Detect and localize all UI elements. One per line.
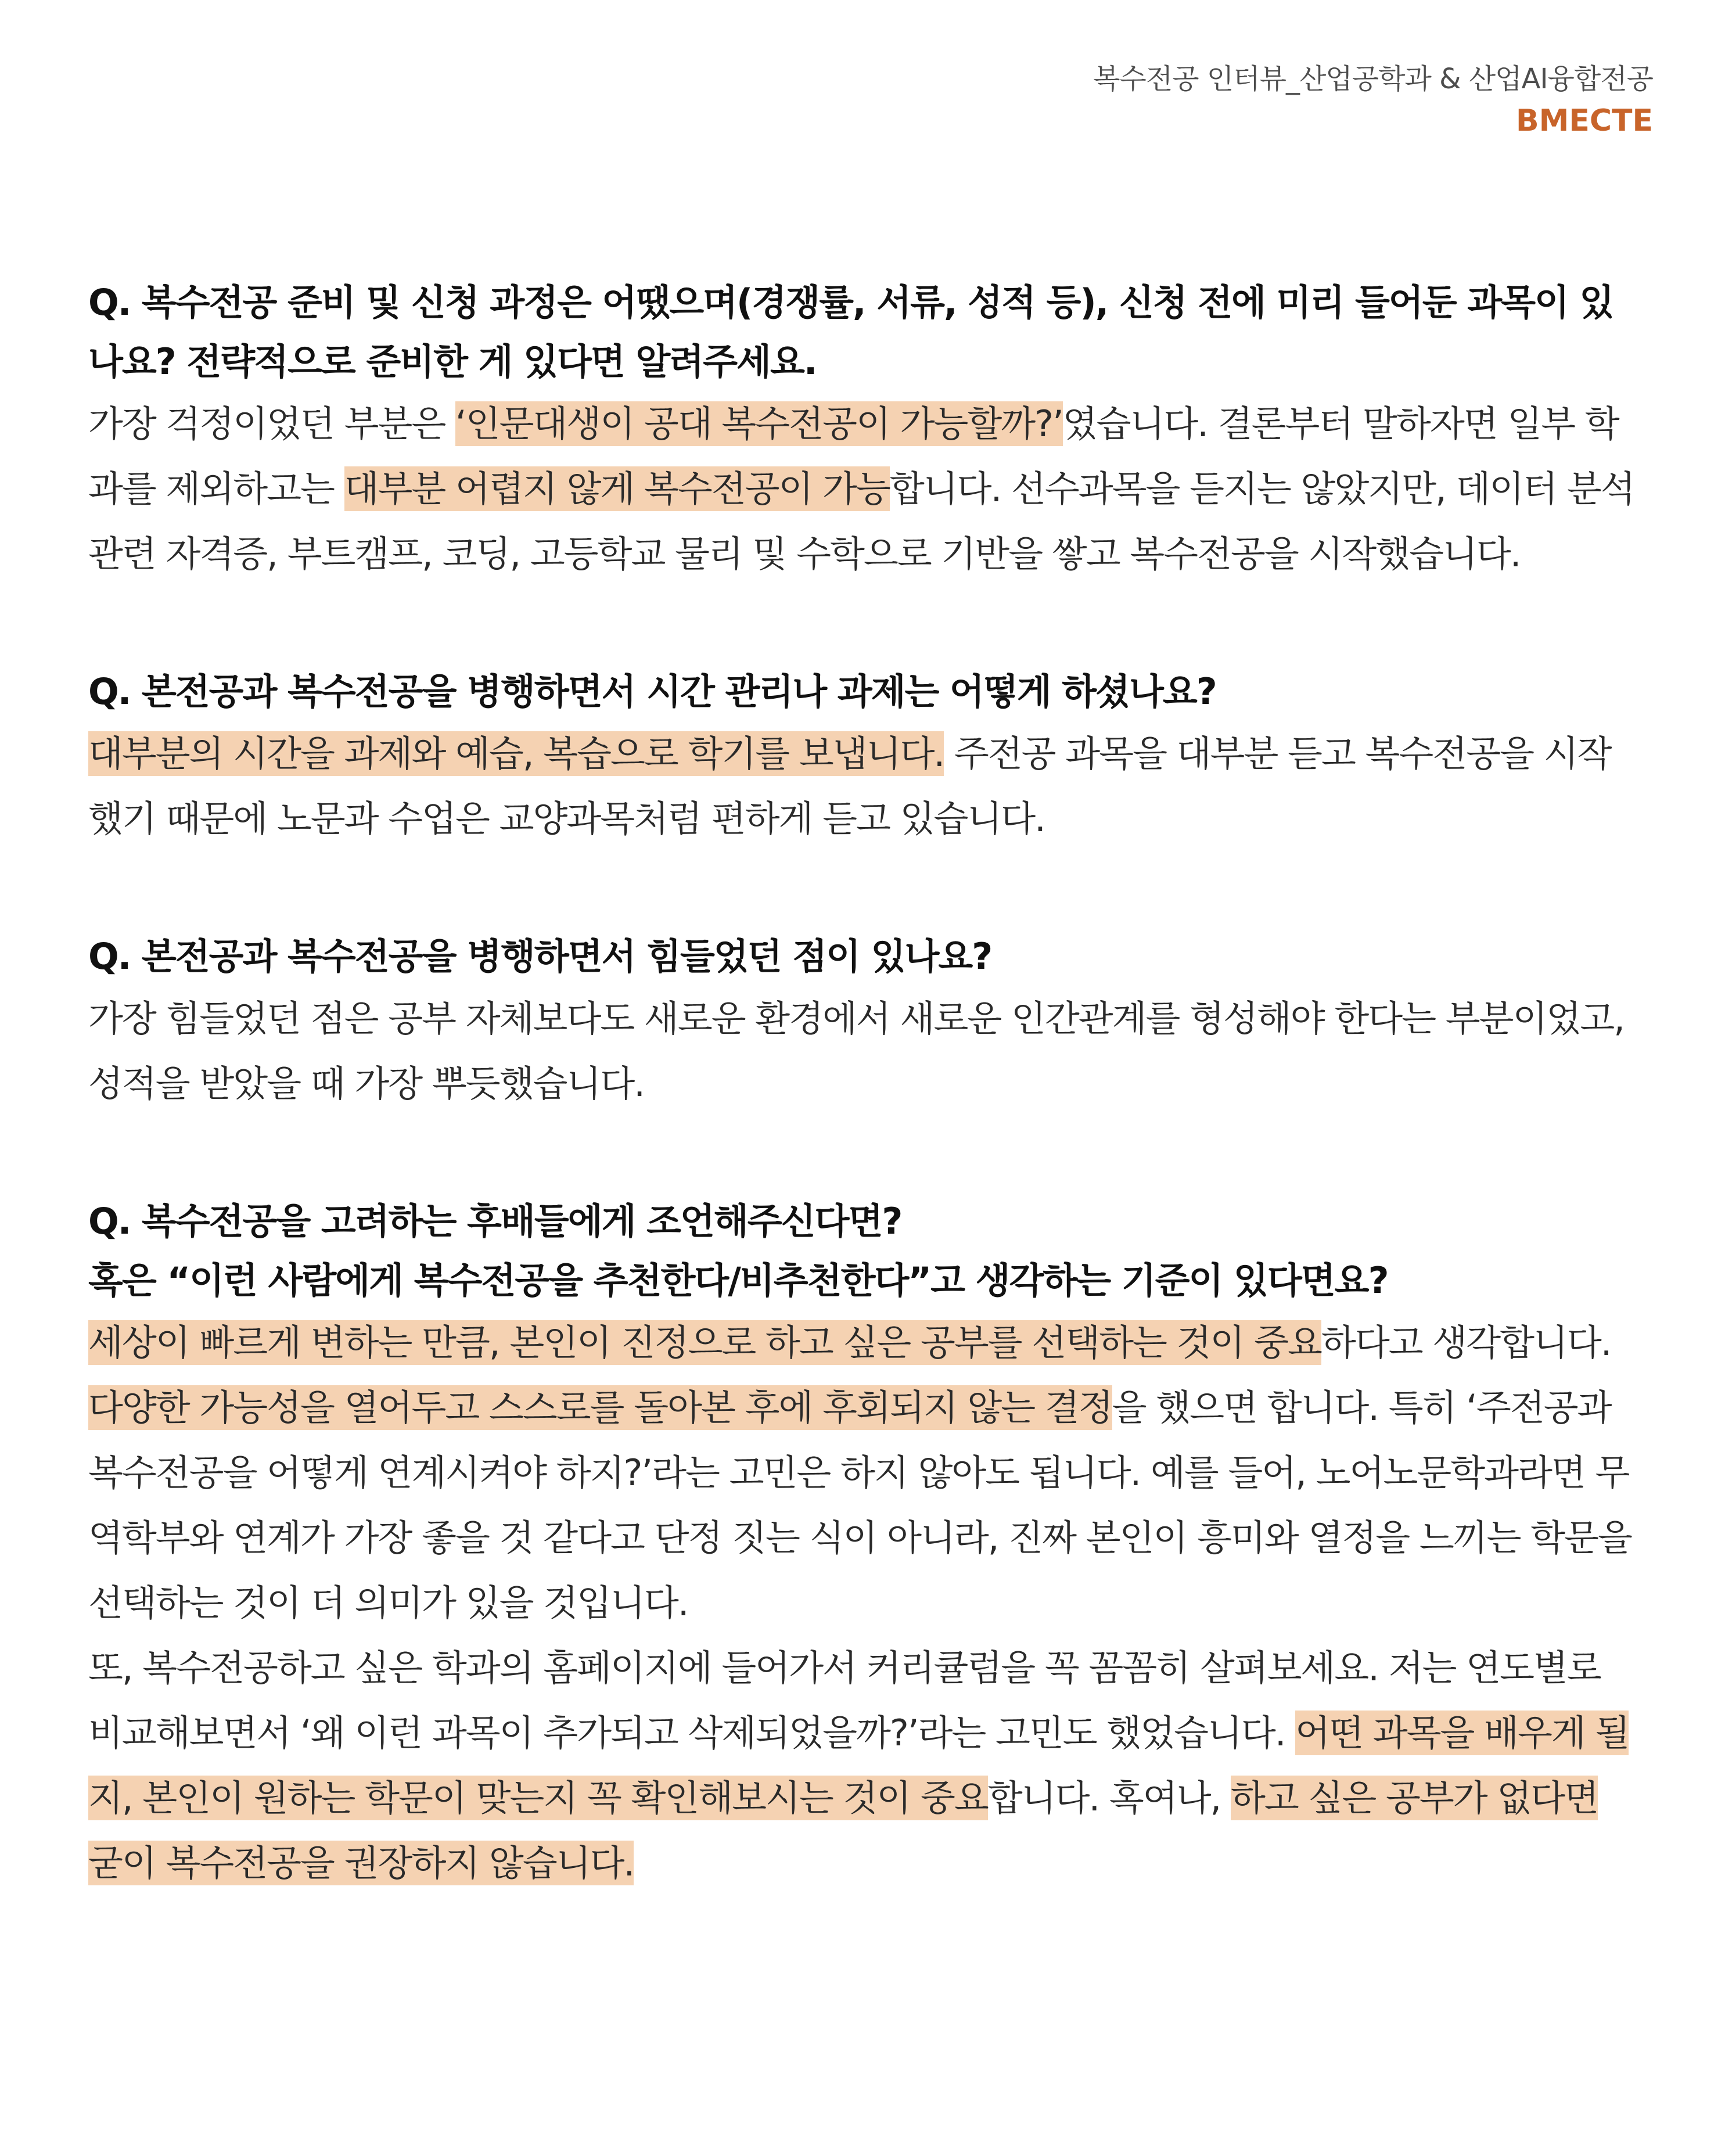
answer-4-highlight-2: 다양한 가능성을 열어두고 스스로를 돌아본 후에 후회되지 않는 결정 xyxy=(88,1386,1112,1429)
answer-4-text-2: 을 했으면 합니다. 특히 ‘주전공과 복수전공을 어떻게 연계시켜야 하지?’라는 고민은 하지 않아도 됩니다. 예를 들어, 노어노문학과라면 무역학부와 연계가 가장 좋을 것 같다고 단정 짓는 식이 아니라, 진짜 본인이 흥미와 열정을 느끼는 학문을 선택하는 것이 더 의미가 있을 것입니다. xyxy=(88,1386,1631,1624)
qa-block-3 xyxy=(88,927,1639,1116)
answer-3 xyxy=(88,986,1639,1116)
answer-4-text-3: 또, 복수전공하고 싶은 학과의 홈페이지에 들어가서 커리큘럼을 꼭 꼼꼼히 살펴보세요. 저는 연도별로 비교해보면서 ‘왜 이런 과목이 추가되고 삭제되었을까?’라는 고민도 했었습니다. xyxy=(88,1647,1601,1754)
qa-block-1 xyxy=(88,273,1639,587)
answer-1-highlight-2: 대부분 어렵지 않게 복수전공이 가능 xyxy=(344,468,890,510)
answer-4-text-4: 합니다. 혹여나, xyxy=(987,1777,1231,1819)
answer-4-highlight-3: 어떤 과목을 배우게 될지, 본인이 원하는 학문이 맞는지 꼭 확인해보시는 것이 중요 xyxy=(88,1712,1629,1819)
question-3: Q. 본전공과 복수전공을 병행하면서 힘들었던 점이 있나요? xyxy=(88,935,992,978)
answer-1-text-3: 합니다. 선수과목을 듣지는 않았지만, 데이터 분석 관련 자격증, 부트캠프, 코딩, 고등학교 물리 및 수학으로 기반을 쌓고 복수전공을 시작했습니다. xyxy=(88,468,1634,575)
header-subtitle: 복수전공 인터뷰_산업공학과 & 산업AI융합전공 xyxy=(1093,63,1653,95)
answer-1-text-2: 였습니다. 결론부터 말하자면 일부 학과를 제외하고는 xyxy=(88,403,1619,510)
answer-1-highlight-1: ‘인문대생이 공대 복수전공이 가능할까?’ xyxy=(455,403,1063,445)
question-4-line-2: 혹은 “이런 사람에게 복수전공을 추천한다/비추천한다”고 생각하는 기준이 있다면요? xyxy=(88,1259,1388,1302)
answer-4-highlight-4: 하고 싶은 공부가 없다면 굳이 복수전공을 권장하지 않습니다. xyxy=(88,1777,1598,1884)
question-2: Q. 본전공과 복수전공을 병행하면서 시간 관리나 과제는 어떻게 하셨나요? xyxy=(88,670,1216,713)
question-4-line-1: Q. 복수전공을 고려하는 후배들에게 조언해주신다면? xyxy=(88,1200,902,1242)
answer-4-text-1: 하다고 생각합니다. xyxy=(1321,1321,1611,1364)
answer-1 xyxy=(88,391,1639,587)
answer-4-highlight-1: 세상이 빠르게 변하는 만큼, 본인이 진정으로 하고 싶은 공부를 선택하는 것이 중요 xyxy=(88,1321,1321,1364)
qa-block-2 xyxy=(88,662,1639,851)
answer-1-text-1: 가장 걱정이었던 부분은 xyxy=(88,403,456,445)
brand-label: BMECTE xyxy=(1515,103,1653,138)
answer-4-paragraph-1 xyxy=(88,1310,1639,1636)
interview-content xyxy=(88,273,1639,1971)
page-header xyxy=(1093,58,1653,142)
answer-4-paragraph-2 xyxy=(88,1636,1639,1896)
answer-3-text-1: 가장 힘들었던 점은 공부 자체보다도 새로운 환경에서 새로운 인간관계를 형성해야 한다는 부분이었고, 성적을 받았을 때 가장 뿌듯했습니다. xyxy=(88,997,1624,1105)
answer-2-text-1: 주전공 과목을 대부분 듣고 복수전공을 시작했기 때문에 노문과 수업은 교양과목처럼 편하게 듣고 있습니다. xyxy=(88,732,1611,840)
question-1: Q. 복수전공 준비 및 신청 과정은 어땠으며(경쟁률, 서류, 성적 등), 신청 전에 미리 들어둔 과목이 있나요? 전략적으로 준비한 게 있다면 알려주세요. xyxy=(88,281,1613,383)
answer-2-highlight-1: 대부분의 시간을 과제와 예습, 복습으로 학기를 보냅니다. xyxy=(88,732,944,775)
answer-2 xyxy=(88,721,1639,851)
qa-block-4 xyxy=(88,1192,1639,1896)
